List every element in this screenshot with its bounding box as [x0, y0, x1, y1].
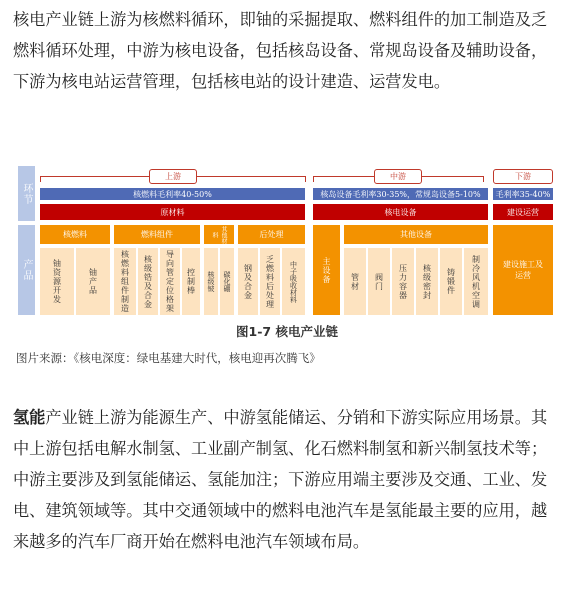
- item-steel-alloy: 钢及合金: [238, 248, 258, 315]
- item-castings: 铸锻件: [440, 248, 462, 315]
- margin-downstream: 毛利率35-40%: [493, 188, 553, 200]
- group-post-processing: 后处理: [238, 225, 305, 244]
- margin-midstream: 核岛设备毛利率30-35%，常规岛设备5-10%: [313, 188, 488, 200]
- group-fuel: 核燃料: [40, 225, 110, 244]
- item-guide-tube: 导向管定位格架: [160, 248, 180, 315]
- figure-caption: 图1-7 核电产业链: [236, 324, 338, 339]
- item-pressure-vessel: 压力容器: [392, 248, 414, 315]
- hydrogen-body: 产业链上游为能源生产、中游氢能储运、分销和下游实际应用场景。其中上游包括电解水制氢、工业副产制氢、化石燃料制氢和新兴制氢技术等；中游主要涉及到氢能储运、氢能加注；下游应用端主要涉及交通、工业、发电、建筑领域等。其中交通领域中的燃料电池汽车是氢能最主要的应用，越来越多的汽车厂商开始在燃料电池汽车领域布局。: [13, 408, 548, 551]
- midstream-bracket-left: [313, 176, 314, 182]
- side-label-products: 产品: [18, 225, 35, 315]
- upstream-bracket-left: [40, 176, 41, 182]
- category-raw-material: 原材料: [40, 204, 305, 220]
- item-neutron-absorber: 中子吸收材料: [282, 248, 305, 315]
- item-cooling-fan: 制冷风机空调: [464, 248, 488, 315]
- group-other-materials: 其他材料: [204, 225, 234, 244]
- intro-paragraph: 核电产业链上游为核燃料循环，即铀的采掘提取、燃料组件的加工制造及乏燃料循环处理，中游为核电设备，包括核岛设备、常规岛设备及辅助设备，下游为核电站运营管理，包括核电站的设计建造、运营发电。: [13, 10, 548, 91]
- item-spent-fuel: 乏燃料后处理: [260, 248, 280, 315]
- nuclear-industry-chain-diagram: [18, 166, 553, 316]
- group-main-equipment: [313, 225, 340, 315]
- stage-upstream: 上游: [149, 169, 197, 184]
- item-beryllium: 核级铍: [204, 248, 218, 315]
- figure-source: 图片来源：《核电深度：绿电基建大时代，核电迎再次腾飞》: [16, 351, 321, 365]
- item-uranium-products: 铀产品: [76, 248, 110, 315]
- category-construction: 建设运营: [493, 204, 553, 220]
- stage-midstream: 中游: [374, 169, 422, 184]
- side-label-links: 环节: [18, 166, 35, 221]
- group-other-equipment: 其他设备: [344, 225, 488, 244]
- item-fuel-manufacturing: 核燃料组件制造: [114, 248, 136, 315]
- group-main-equipment-label: 主设备: [322, 256, 331, 284]
- item-valves: 阀门: [368, 248, 390, 315]
- hydrogen-paragraph: [13, 402, 561, 557]
- stage-downstream: 下游: [493, 169, 553, 184]
- upstream-bracket-right: [305, 176, 306, 182]
- group-fuel-assembly: 燃料组件: [114, 225, 200, 244]
- margin-upstream: 核燃料毛利率40-50%: [40, 188, 305, 200]
- item-zirc-alloy-pipe: 核级锆及合金: [138, 248, 158, 315]
- item-pipes: 管材: [344, 248, 366, 315]
- item-nuclear-pump: 核级密封: [416, 248, 438, 315]
- item-boron-carbide: 碳化硼: [220, 248, 234, 315]
- hydrogen-lead: 氢能: [13, 408, 46, 427]
- category-equipment: 核电设备: [313, 204, 488, 220]
- item-construction-ops: 建设施工及运营: [493, 225, 553, 315]
- item-uranium-mining: 铀资源开发: [40, 248, 74, 315]
- midstream-bracket-right: [483, 176, 484, 182]
- item-control-rod: 控制棒: [182, 248, 200, 315]
